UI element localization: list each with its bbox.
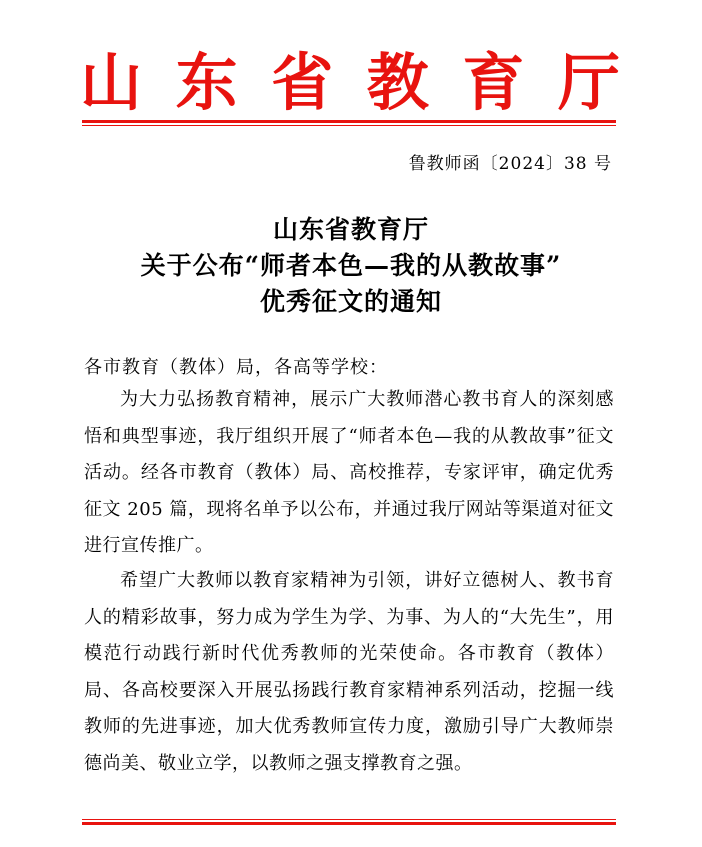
body-paragraph-1: 为大力弘扬教育精神，展示广大教师潜心教书育人的深刻感悟和典型事迹，我厅组织开展了“师者本色—我的从教故事”征文活动。经各市教育（教体）局、高校推荐，专家评审，确定优秀征文 205 篇，现将名单予以公布，并通过我厅网站等渠道对征文进行宣传推广。 bbox=[84, 389, 614, 556]
letterhead-char: 厅 bbox=[557, 46, 620, 119]
document-title-line-1: 山东省教育厅 bbox=[272, 215, 429, 244]
letterhead-char: 山 bbox=[80, 46, 143, 119]
footer-divider-thin bbox=[82, 819, 616, 820]
header-divider-thick bbox=[82, 120, 616, 123]
letterhead-char: 东 bbox=[175, 46, 238, 119]
header-divider-thin bbox=[82, 125, 616, 126]
document-number: 鲁教师函〔2024〕38 号 bbox=[408, 154, 612, 174]
letterhead-title bbox=[80, 46, 620, 119]
letterhead-char: 省 bbox=[271, 46, 334, 119]
footer-divider-thick bbox=[82, 822, 616, 825]
body-paragraph-2: 希望广大教师以教育家精神为引领，讲好立德树人、教书育人的精彩故事，努力成为学生为学、为事、为人的“大先生”，用模范行动践行新时代优秀教师的光荣使命。各市教育（教体）局、各高校要深入开展弘扬践行教育家精神系列活动，挖掘一线教师的先进事迹，加大优秀教师宣传力度，激励引导广大教师崇德尚美、敬业立学，以教师之强支撑教育之强。 bbox=[84, 570, 614, 774]
letterhead-char: 育 bbox=[462, 46, 525, 119]
salutation: 各市教育（教体）局，各高等学校： bbox=[84, 357, 388, 378]
letterhead-char: 教 bbox=[366, 46, 429, 119]
document-title-line-2: 关于公布“师者本色—我的从教故事” bbox=[140, 251, 562, 280]
document-title-line-3: 优秀征文的通知 bbox=[259, 287, 442, 316]
